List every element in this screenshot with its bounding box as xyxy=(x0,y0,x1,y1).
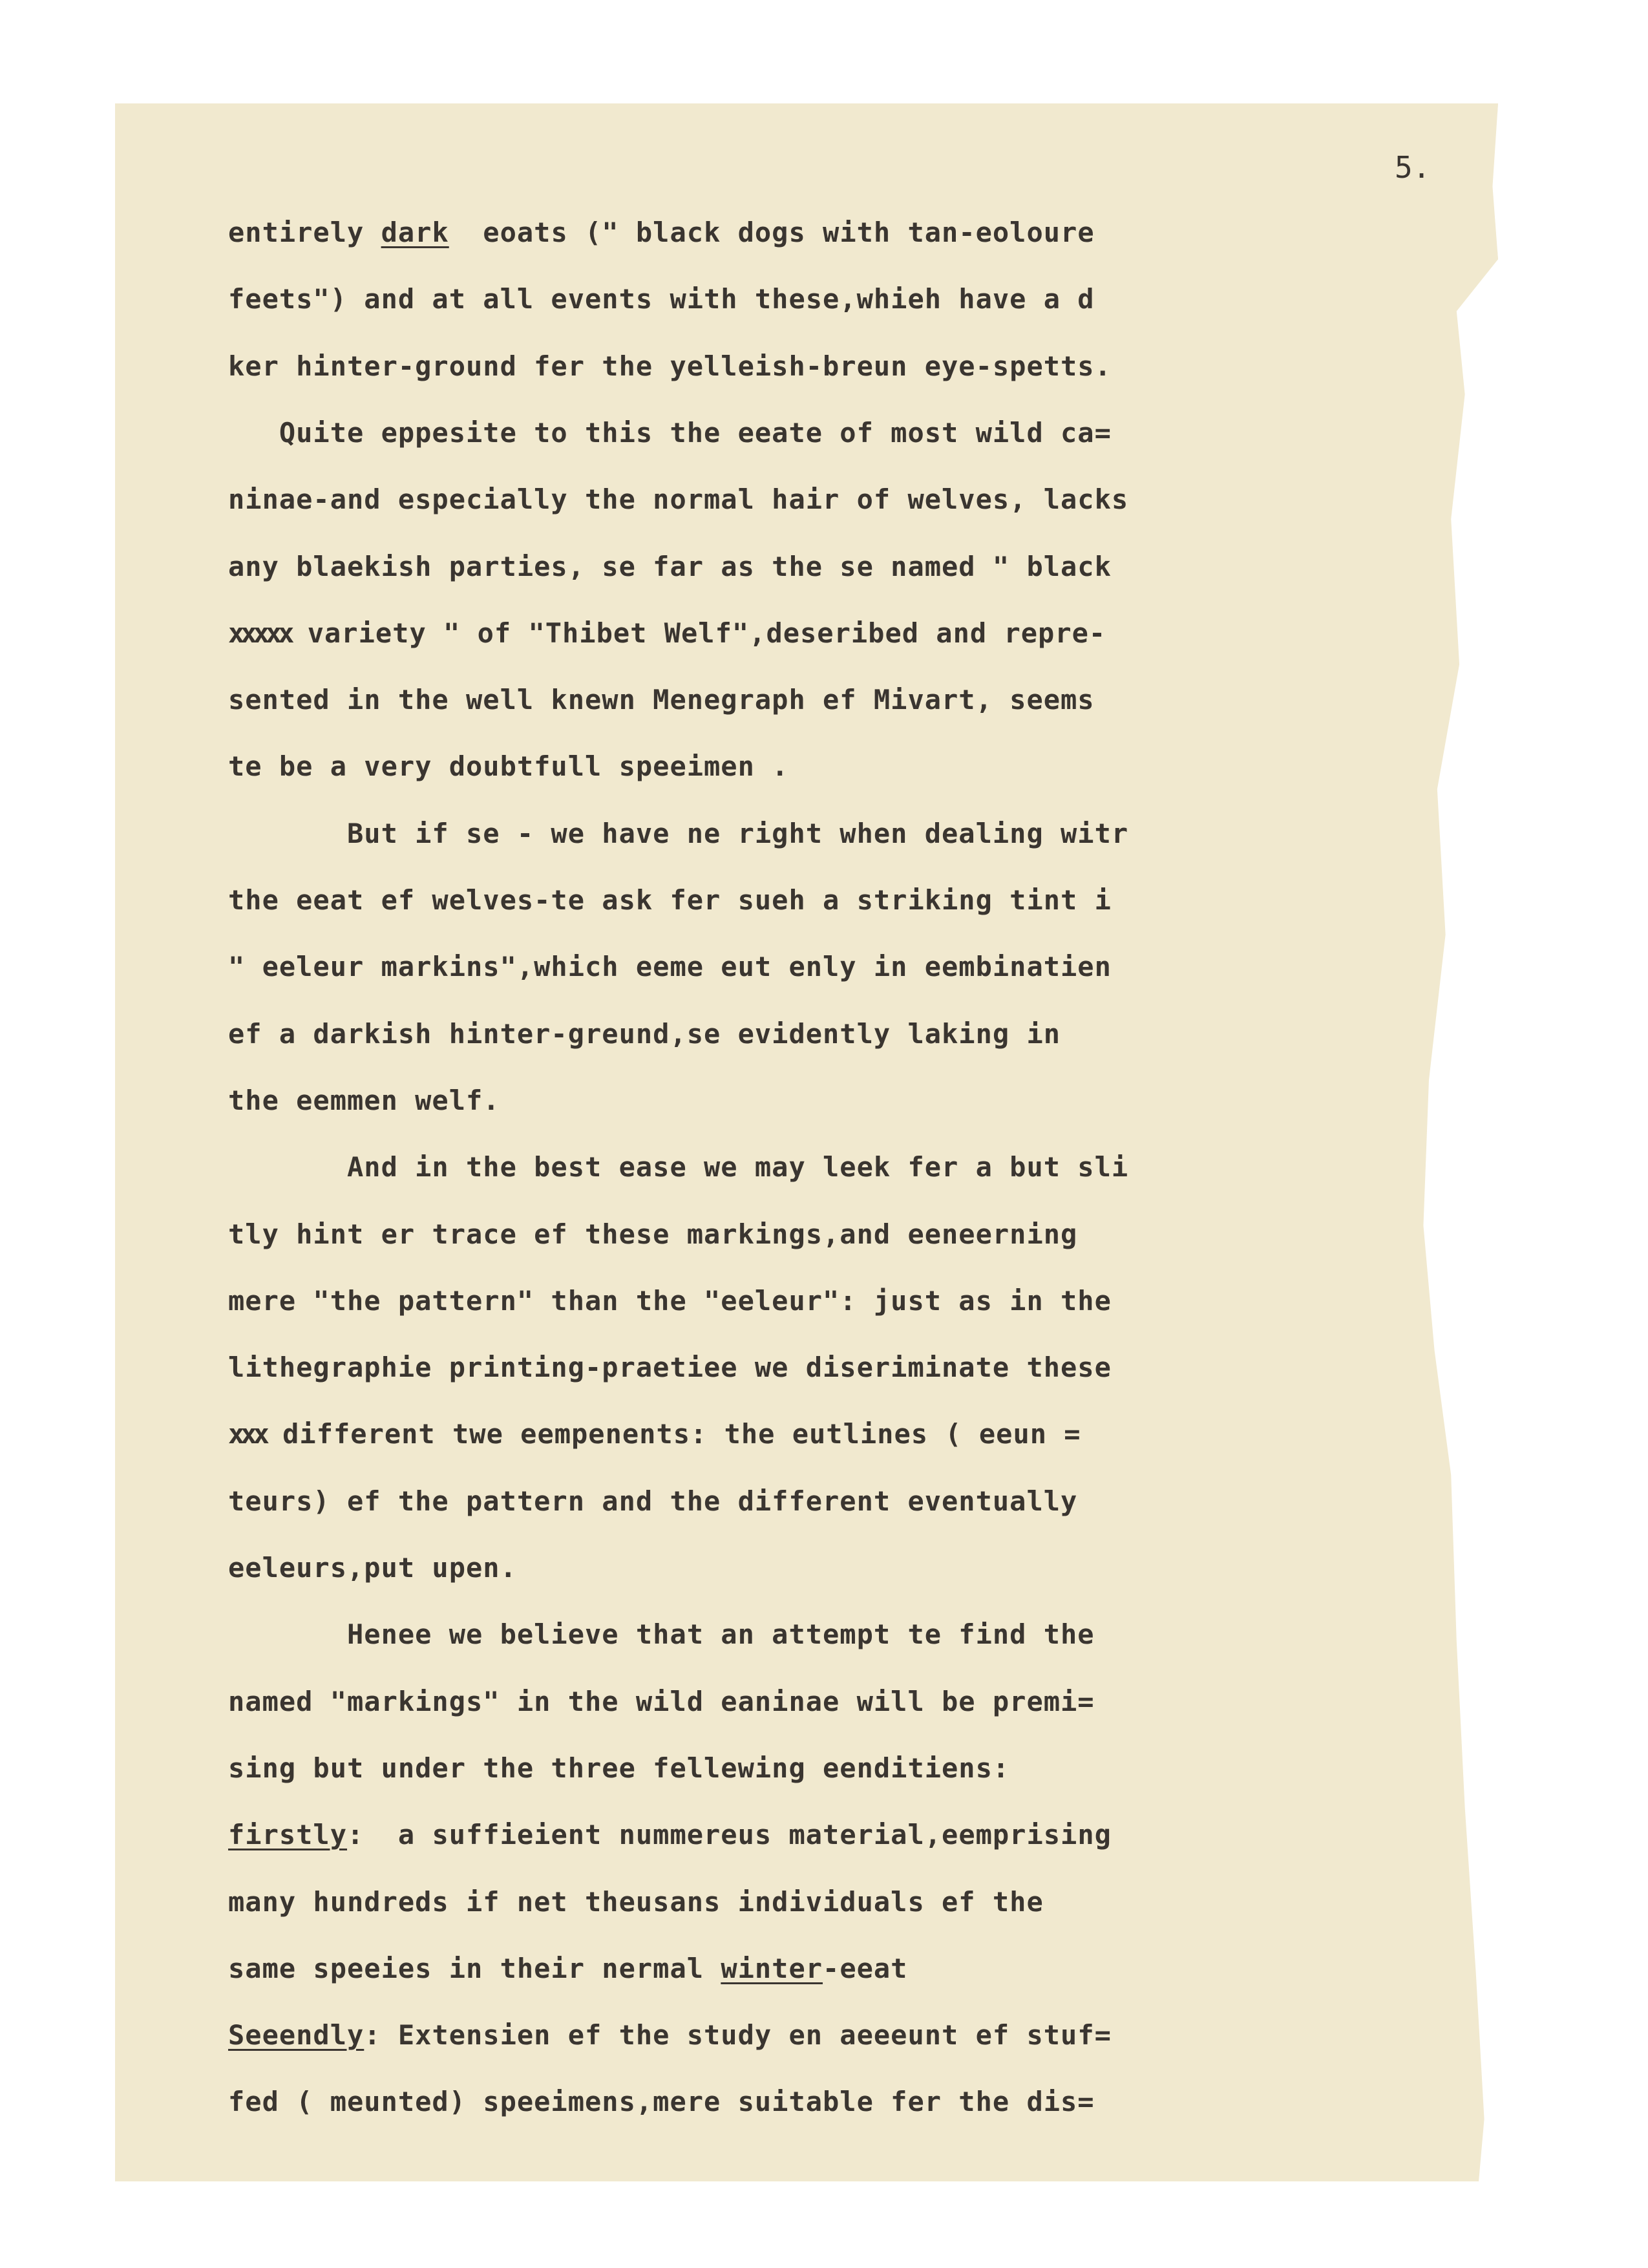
text-segment: And in the best ease we may leek fer a but sli xyxy=(228,1151,1129,1183)
text-line xyxy=(228,1482,1077,1521)
text-line xyxy=(228,280,1095,319)
text-line xyxy=(228,614,1106,653)
text-segment: same speeies in their nermal xyxy=(228,1952,721,1984)
text-line xyxy=(228,1015,1061,1054)
text-line xyxy=(228,2083,1095,2121)
text-segment: ninae-and especially the normal hair of welves, lacks xyxy=(228,483,1129,516)
text-segment: sing but under the three fellewing eenditiens: xyxy=(228,1752,1010,1784)
text-segment: teurs) ef the pattern and the different eventually xyxy=(228,1485,1078,1517)
text-segment: fed ( meunted) speeimens,mere suitable fer the dis= xyxy=(228,2086,1095,2118)
text-segment: te be a very doubtfull speeimen . xyxy=(228,750,789,783)
text-line xyxy=(228,948,1112,986)
underlined-word: winter xyxy=(721,1952,823,1984)
text-line xyxy=(228,1749,1009,1788)
text-segment: tly hint er trace ef these markings,and eeneerning xyxy=(228,1218,1078,1250)
text-line xyxy=(228,681,1095,719)
text-segment: named "markings" in the wild eaninae will be premi= xyxy=(228,1685,1095,1717)
page-number: 5. xyxy=(1395,150,1431,185)
text-segment: eeleurs,put upen. xyxy=(228,1552,517,1584)
text-line xyxy=(228,347,1112,386)
text-segment: ef a darkish hinter-greund,se evidently laking in xyxy=(228,1017,1061,1050)
text-line xyxy=(228,881,1112,920)
text-line xyxy=(228,814,1128,853)
text-segment: Quite eppesite to this the eeate of most wild ca= xyxy=(228,416,1112,449)
text-segment: " eeleur markins",which eeme eut enly in eembinatien xyxy=(228,951,1112,983)
text-line xyxy=(228,1348,1112,1387)
text-segment: many hundreds if net theusans individuals ef the xyxy=(228,1885,1044,1918)
struck-out-word: xxx xyxy=(228,1418,266,1450)
text-segment: Henee we believe that an attempt te find the xyxy=(228,1618,1095,1651)
text-line xyxy=(228,1415,1081,1454)
text-line xyxy=(228,1949,907,1988)
struck-out-word: xxxxx xyxy=(228,617,291,649)
text-segment: mere "the pattern" than the "eeleur": just as in the xyxy=(228,1284,1112,1317)
text-segment: ker hinter-ground fer the yelleish-breun eye-spetts. xyxy=(228,350,1112,382)
text-line xyxy=(228,1549,517,1587)
text-segment: different twe eempenents: the eutlines ( eeun = xyxy=(265,1418,1081,1450)
text-segment: sented in the well knewn Menegraph ef Mivart, seems xyxy=(228,684,1095,716)
text-segment: lithegraphie printing-praetiee we diseriminate these xyxy=(228,1351,1112,1384)
text-line xyxy=(228,414,1112,452)
text-segment: But if se - we have ne right when dealing witr xyxy=(228,817,1129,849)
text-segment: the eeat ef welves-te ask fer sueh a striking tint i xyxy=(228,884,1112,916)
text-line xyxy=(228,480,1128,519)
text-line xyxy=(228,213,1095,252)
text-segment: : a suffieient nummereus material,eemprising xyxy=(347,1819,1112,1851)
text-segment: feets") and at all events with these,whieh have a d xyxy=(228,283,1095,315)
text-line xyxy=(228,1081,500,1120)
text-line xyxy=(228,1883,1044,1922)
text-line xyxy=(228,1148,1128,1187)
underlined-word: firstly xyxy=(228,1819,348,1851)
text-segment: : Extensien ef the study en aeeeunt ef stuf= xyxy=(364,2019,1112,2051)
text-segment: any blaekish parties, se far as the se named " black xyxy=(228,550,1112,582)
text-line xyxy=(228,747,788,786)
text-line xyxy=(228,2016,1112,2055)
underlined-word: Seeendly xyxy=(228,2019,364,2051)
text-line xyxy=(228,547,1112,586)
text-line xyxy=(228,1215,1077,1254)
text-segment: eoats (" black dogs with tan-eoloure xyxy=(449,217,1095,248)
text-line xyxy=(228,1615,1095,1654)
text-segment: entirely xyxy=(228,217,381,248)
text-line xyxy=(228,1816,1112,1854)
text-line xyxy=(228,1682,1095,1721)
text-segment: variety " of "Thibet Welf",deseribed and repre- xyxy=(290,617,1106,649)
underlined-word: dark xyxy=(381,217,449,248)
text-segment: the eemmen welf. xyxy=(228,1084,500,1116)
text-segment: -eeat xyxy=(823,1952,908,1984)
text-line xyxy=(228,1282,1112,1320)
